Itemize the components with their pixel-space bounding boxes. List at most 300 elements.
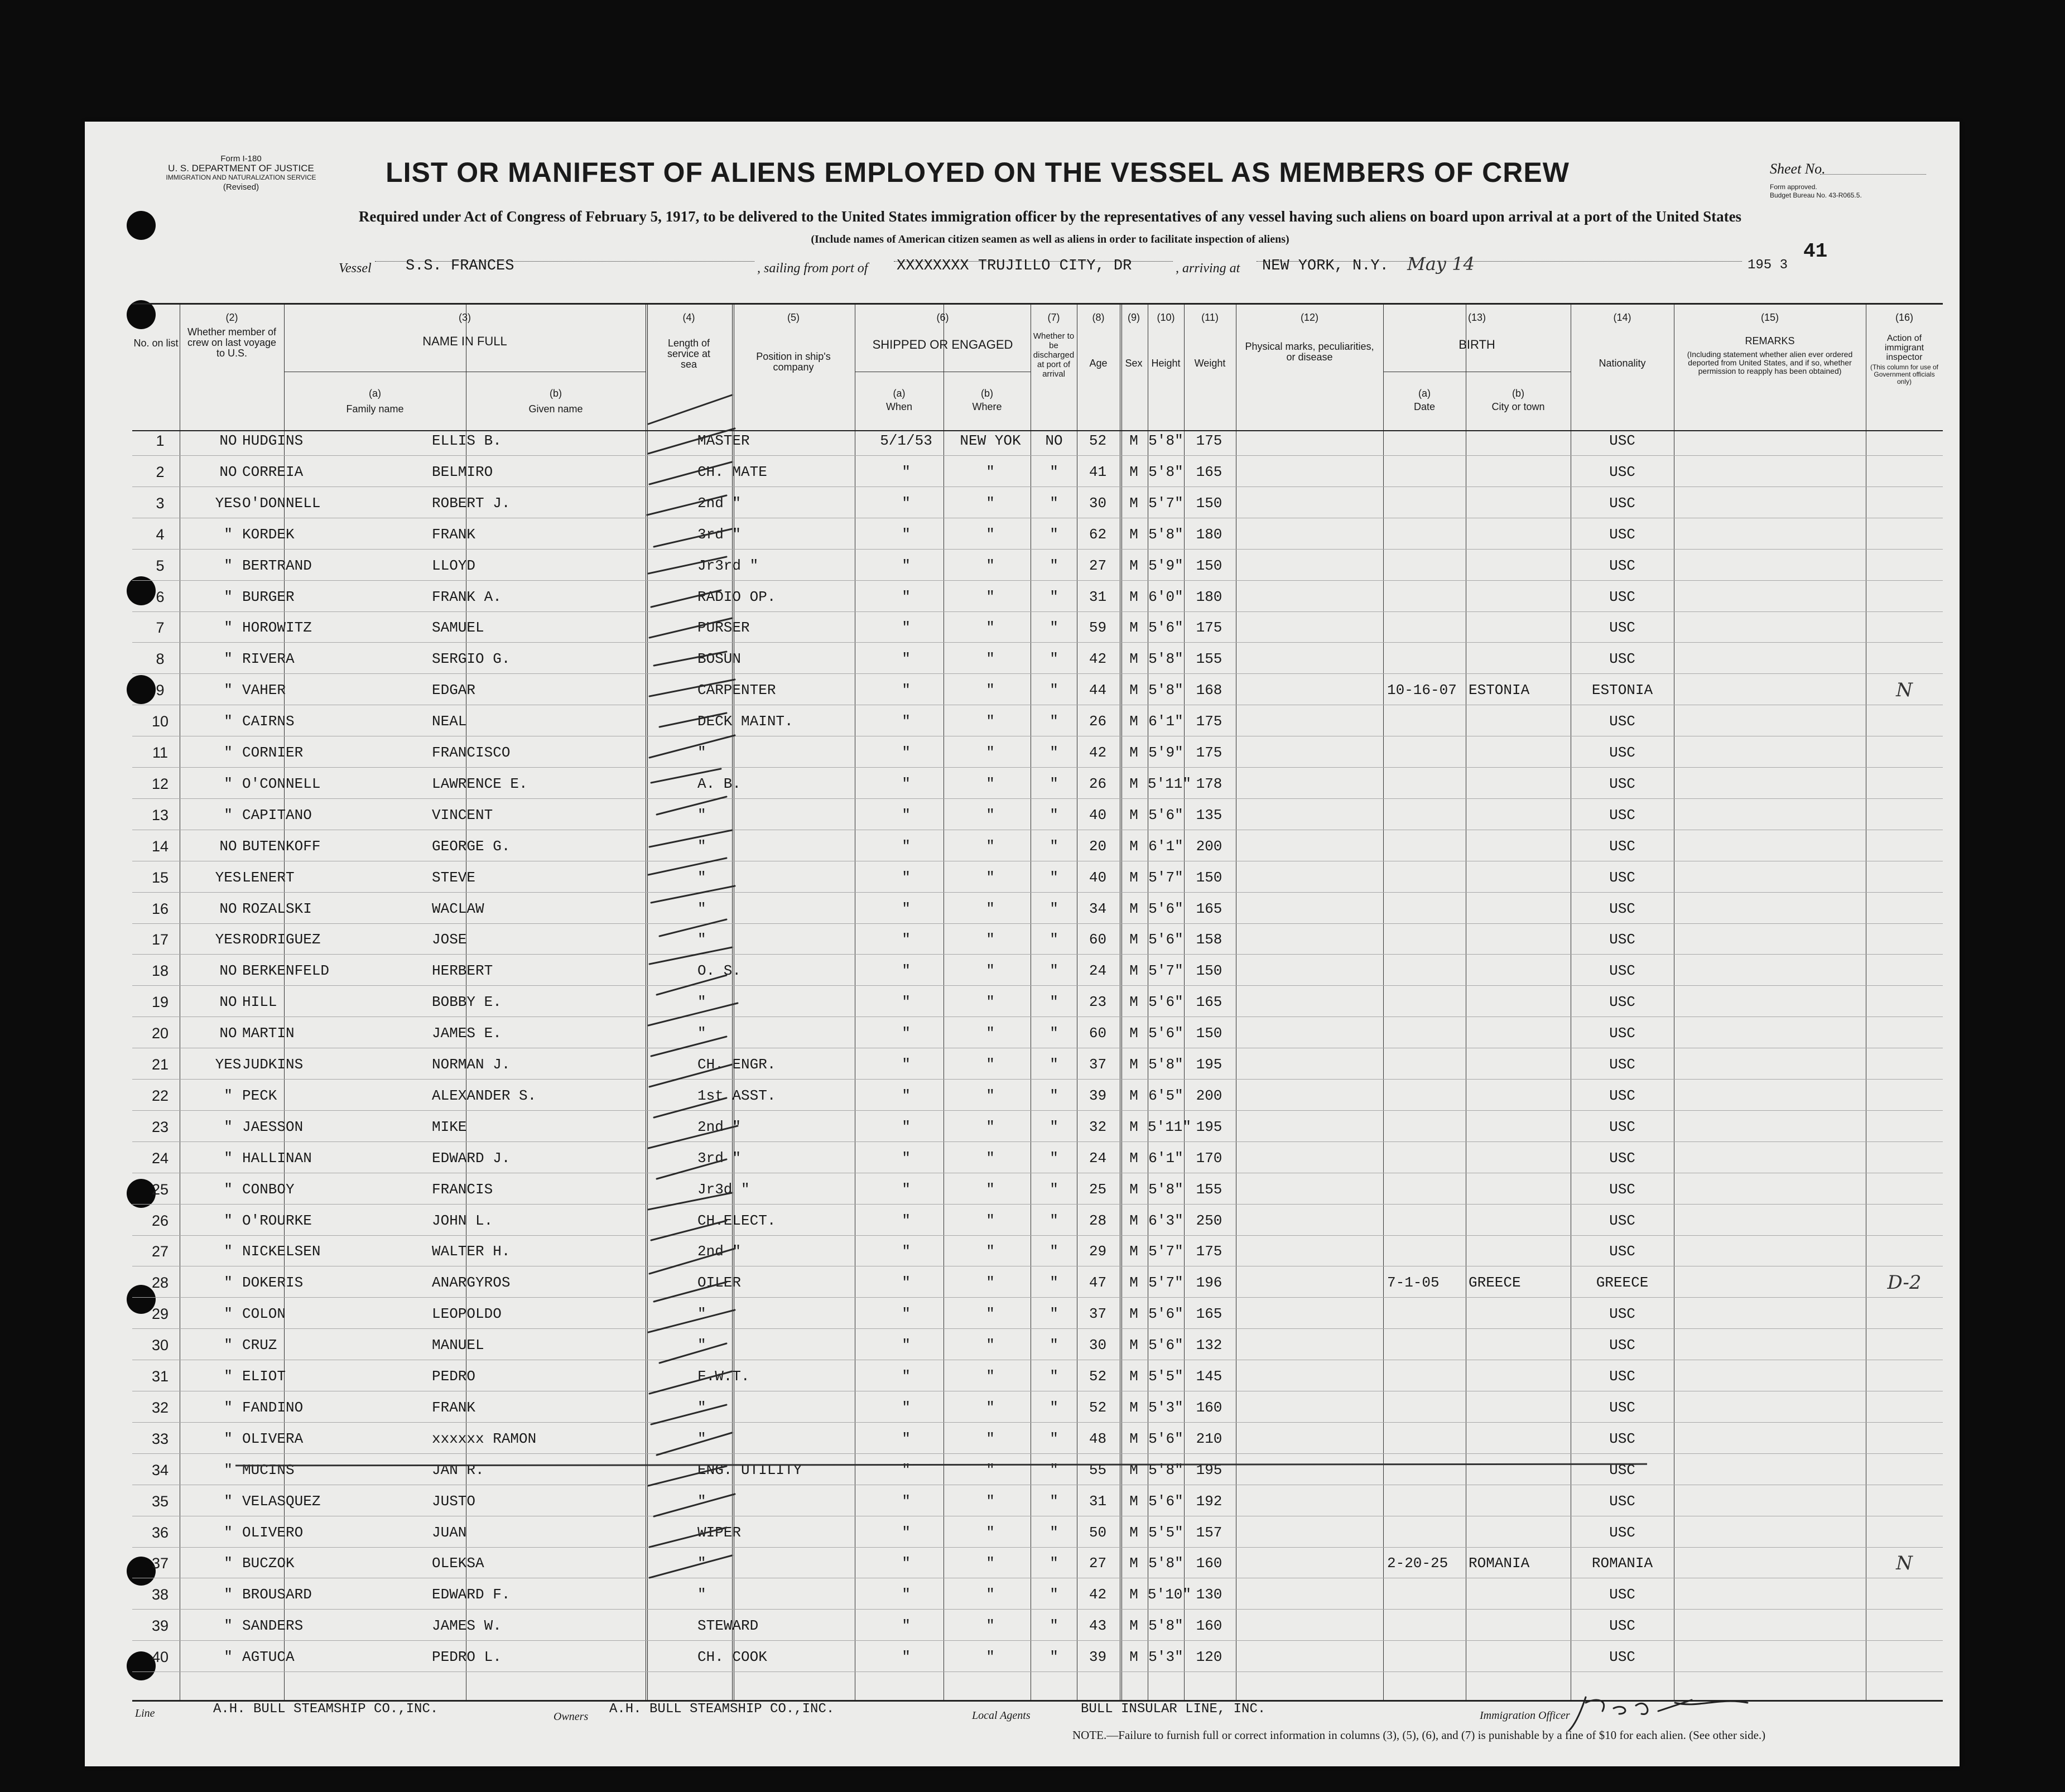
crew-cell-nat: USC [1609, 962, 1635, 980]
arrival-date-field[interactable]: May 14 [1407, 253, 1475, 274]
crew-cell-pos: 2nd " [697, 1243, 742, 1260]
crew-cell-family: VELASQUEZ [242, 1492, 321, 1510]
crew-cell-n: 16 [151, 900, 169, 917]
crew-cell-n: 2 [156, 463, 165, 480]
crew-cell-given: WALTER H. [432, 1243, 511, 1260]
crew-cell-when: " [902, 1617, 911, 1635]
crew-cell-age: 26 [1089, 713, 1107, 730]
crew-cell-n: 9 [156, 682, 165, 699]
crew-cell-sex: M [1129, 1181, 1138, 1198]
crew-cell-sex: M [1129, 1306, 1138, 1323]
row-rule [132, 642, 1943, 643]
punch-hole [127, 211, 156, 240]
crew-cell-wt: 155 [1196, 1181, 1222, 1198]
crew-cell-wt: 210 [1196, 1430, 1222, 1447]
crew-cell-wt: 150 [1196, 1025, 1222, 1042]
crew-cell-prev: " [224, 1306, 233, 1323]
crew-cell-disch: " [1050, 744, 1058, 761]
crew-cell-family: AGTUCA [242, 1649, 295, 1666]
crew-cell-ht: 5'8" [1148, 463, 1183, 480]
crew-cell-pos: " [697, 806, 706, 823]
crew-cell-age: 20 [1089, 837, 1107, 855]
crew-cell-bcity: ROMANIA [1469, 1555, 1530, 1572]
crew-cell-nat: USC [1609, 1118, 1635, 1135]
crew-cell-where: NEW YOK [960, 432, 1021, 449]
crew-cell-given: JUSTO [432, 1492, 476, 1510]
crew-cell-given: JOHN L. [432, 1212, 493, 1229]
crew-cell-given: FRANCIS [432, 1181, 493, 1198]
crew-cell-sex: M [1129, 619, 1138, 637]
crew-cell-wt: 165 [1196, 994, 1222, 1011]
header-height: Height [1151, 358, 1181, 369]
crew-cell-ht: 5'6" [1148, 900, 1183, 917]
crew-cell-prev: " [224, 682, 233, 699]
crew-cell-prev: " [224, 1243, 233, 1260]
vessel-line [85, 253, 1926, 283]
header-crew-last-voyage: Whether member of crew on last voyage to U.S. [187, 326, 277, 359]
row-rule [132, 1453, 1943, 1454]
crew-cell-ht: 5'9" [1148, 557, 1183, 574]
crew-cell-sex: M [1129, 588, 1138, 605]
row-rule [132, 1079, 1943, 1080]
crew-cell-wt: 150 [1196, 557, 1222, 574]
crew-cell-wt: 200 [1196, 1087, 1222, 1104]
crew-cell-n: 12 [151, 775, 169, 792]
row-rule [132, 580, 1943, 581]
crew-cell-prev: " [224, 1555, 233, 1572]
crew-cell-wt: 150 [1196, 494, 1222, 512]
header-length-of-service: Length of service at sea [667, 338, 711, 370]
crew-cell-age: 24 [1089, 1149, 1107, 1167]
header-family-name: Family name [346, 403, 404, 415]
crew-cell-given: FRANK A. [432, 588, 502, 605]
crew-cell-disch: " [1050, 557, 1058, 574]
crew-cell-when: " [902, 1586, 911, 1603]
crew-cell-age: 41 [1089, 463, 1107, 480]
crew-cell-pos: " [697, 1430, 706, 1447]
crew-cell-family: CRUZ [242, 1337, 277, 1354]
crew-cell-where: " [986, 806, 995, 823]
crew-cell-pos: PURSER [697, 619, 750, 637]
crew-cell-ht: 5'7" [1148, 869, 1183, 886]
crew-cell-action: D-2 [1887, 1271, 1922, 1294]
row-rule [132, 1141, 1943, 1142]
crew-cell-given: xxxxxx RAMON [432, 1430, 537, 1447]
crew-cell-disch: " [1050, 1649, 1058, 1666]
crew-cell-family: JAESSON [242, 1118, 304, 1135]
crew-cell-disch: " [1050, 1337, 1058, 1354]
crew-cell-n: 19 [151, 994, 169, 1011]
row-rule [132, 1671, 1943, 1672]
crew-cell-given: JOSE [432, 931, 467, 948]
row-rule [132, 673, 1943, 674]
crew-cell-where: " [986, 1649, 995, 1666]
crew-cell-sex: M [1129, 900, 1138, 917]
crew-cell-nat: USC [1609, 713, 1635, 730]
crew-cell-ht: 6'1" [1148, 837, 1183, 855]
crew-cell-n: 39 [151, 1617, 169, 1635]
crew-cell-where: " [986, 526, 995, 543]
crew-cell-family: MUCINS [242, 1461, 295, 1478]
crew-cell-when: " [902, 837, 911, 855]
crew-cell-where: " [986, 837, 995, 855]
crew-cell-age: 39 [1089, 1087, 1107, 1104]
crew-cell-prev: " [224, 1492, 233, 1510]
crew-cell-when: " [902, 1025, 911, 1042]
crew-cell-prev: NO [219, 994, 237, 1011]
crew-cell-sex: M [1129, 962, 1138, 980]
crew-cell-given: STEVE [432, 869, 476, 886]
crew-cell-pos: " [697, 931, 706, 948]
crew-cell-given: GEORGE G. [432, 837, 511, 855]
crew-cell-wt: 168 [1196, 682, 1222, 699]
crew-cell-disch: " [1050, 1056, 1058, 1073]
crew-cell-where: " [986, 1617, 995, 1635]
crew-cell-wt: 196 [1196, 1274, 1222, 1292]
crew-cell-prev: NO [219, 463, 237, 480]
crew-cell-action: N [1896, 1552, 1913, 1575]
crew-cell-ht: 5'5" [1148, 1524, 1183, 1541]
crew-cell-ht: 5'8" [1148, 526, 1183, 543]
crew-cell-age: 32 [1089, 1118, 1107, 1135]
crew-cell-age: 24 [1089, 962, 1107, 980]
crew-cell-wt: 155 [1196, 651, 1222, 668]
header-when: When [885, 401, 913, 412]
crew-cell-nat: ESTONIA [1591, 682, 1653, 699]
crew-cell-when: " [902, 557, 911, 574]
crew-cell-sex: M [1129, 713, 1138, 730]
crew-cell-pos: 2nd " [697, 1118, 742, 1135]
page-title: LIST OR MANIFEST OF ALIENS EMPLOYED ON THE VESSEL AS MEMBERS OF CREW [386, 157, 1570, 188]
crew-cell-nat: USC [1609, 619, 1635, 637]
crew-cell-given: FRANCISCO [432, 744, 511, 761]
crew-cell-family: PECK [242, 1087, 277, 1104]
crew-cell-pos: " [697, 744, 706, 761]
crew-cell-when: " [902, 1181, 911, 1198]
crew-cell-when: " [902, 463, 911, 480]
crew-cell-disch: " [1050, 962, 1058, 980]
crew-cell-family: BERTRAND [242, 557, 312, 574]
crew-cell-where: " [986, 1461, 995, 1478]
crew-cell-family: BUTENKOFF [242, 837, 321, 855]
header-inspector-action: Action of immigrant inspector [1884, 334, 1924, 362]
crew-cell-nat: USC [1609, 900, 1635, 917]
crew-cell-family: SANDERS [242, 1617, 304, 1635]
header-no-on-list: No. on list [133, 338, 179, 349]
crew-cell-n: 22 [151, 1087, 169, 1104]
crew-cell-given: EDWARD F. [432, 1586, 511, 1603]
crew-cell-sex: M [1129, 775, 1138, 792]
crew-cell-ht: 5'5" [1148, 1368, 1183, 1385]
crew-cell-sex: M [1129, 837, 1138, 855]
row-rule [132, 1110, 1943, 1111]
crew-cell-n: 26 [151, 1212, 169, 1229]
crew-cell-family: O'CONNELL [242, 775, 321, 792]
crew-cell-nat: USC [1609, 651, 1635, 668]
crew-cell-nat: USC [1609, 837, 1635, 855]
crew-cell-prev: " [224, 713, 233, 730]
crew-cell-nat: USC [1609, 557, 1635, 574]
crew-cell-disch: " [1050, 1243, 1058, 1260]
crew-cell-where: " [986, 682, 995, 699]
crew-cell-wt: 175 [1196, 1243, 1222, 1260]
crew-cell-when: 5/1/53 [880, 432, 932, 449]
crew-cell-n: 5 [156, 557, 165, 574]
crew-cell-family: ROZALSKI [242, 900, 312, 917]
crew-cell-age: 42 [1089, 744, 1107, 761]
crew-cell-nat: USC [1609, 432, 1635, 449]
header-birth: BIRTH [1459, 338, 1495, 351]
header-shipped-engaged: SHIPPED OR ENGAGED [872, 338, 1013, 351]
crew-cell-given: ROBERT J. [432, 494, 511, 512]
row-rule [132, 985, 1943, 986]
crew-cell-disch: " [1050, 1087, 1058, 1104]
crew-cell-pos: O. S. [697, 962, 742, 980]
crew-cell-when: " [902, 1555, 911, 1572]
crew-cell-age: 55 [1089, 1461, 1107, 1478]
crew-cell-when: " [902, 526, 911, 543]
crew-cell-where: " [986, 931, 995, 948]
crew-cell-when: " [902, 1243, 911, 1260]
crew-cell-when: " [902, 994, 911, 1011]
crew-cell-when: " [902, 1430, 911, 1447]
crew-cell-disch: " [1050, 619, 1058, 637]
crew-cell-when: " [902, 900, 911, 917]
header-remarks: REMARKS [1745, 335, 1795, 346]
crew-cell-sex: M [1129, 1399, 1138, 1416]
crew-cell-n: 31 [151, 1368, 169, 1385]
crew-cell-where: " [986, 619, 995, 637]
crew-cell-given: JAMES E. [432, 1025, 502, 1042]
crew-cell-given: NORMAN J. [432, 1056, 511, 1073]
crew-cell-wt: 150 [1196, 962, 1222, 980]
crew-cell-given: LAWRENCE E. [432, 775, 528, 792]
header-birth-city: City or town [1491, 401, 1545, 412]
crew-cell-bcity: GREECE [1469, 1274, 1521, 1292]
form-subnote: (Include names of American citizen seamen as well as aliens in order to facilitate inspection of aliens) [811, 233, 1289, 245]
crew-cell-pos: CARPENTER [697, 682, 776, 699]
crew-cell-where: " [986, 1306, 995, 1323]
crew-cell-given: ALEXANDER S. [432, 1087, 537, 1104]
crew-cell-prev: " [224, 744, 233, 761]
crew-cell-age: 52 [1089, 1399, 1107, 1416]
crew-cell-n: 11 [152, 744, 169, 761]
crew-cell-wt: 120 [1196, 1649, 1222, 1666]
header-physical-marks: Physical marks, peculiarities, or disease [1245, 341, 1374, 363]
crew-cell-n: 20 [151, 1025, 169, 1042]
row-rule [132, 1547, 1943, 1548]
crew-cell-n: 33 [151, 1430, 169, 1447]
sheet-no-field[interactable] [1820, 174, 1926, 175]
crew-cell-n: 21 [151, 1056, 169, 1073]
sailing-port-field[interactable]: XXXXXXXX TRUJILLO CITY, DR [897, 258, 1132, 274]
crew-cell-ht: 5'8" [1148, 682, 1183, 699]
crew-cell-ht: 5'8" [1148, 1617, 1183, 1635]
crew-cell-pos: A. B. [697, 775, 742, 792]
crew-cell-pos: " [697, 900, 706, 917]
crew-cell-action: N [1896, 679, 1913, 702]
crew-cell-pos: STEWARD [697, 1617, 759, 1635]
crew-cell-nat: ROMANIA [1591, 1555, 1653, 1572]
crew-cell-pos: WIPER [697, 1524, 742, 1541]
vessel-name-field[interactable]: S.S. FRANCES [406, 258, 514, 274]
crew-cell-nat: USC [1609, 526, 1635, 543]
crew-cell-family: LENERT [242, 869, 295, 886]
crew-cell-given: JAN R. [432, 1461, 484, 1478]
vessel-label: Vessel [339, 261, 372, 276]
crew-cell-sex: M [1129, 682, 1138, 699]
crew-cell-where: " [986, 1399, 995, 1416]
crew-cell-ht: 6'1" [1148, 1149, 1183, 1167]
crew-cell-when: " [902, 806, 911, 823]
crew-cell-pos: Jr3rd " [697, 557, 759, 574]
crew-cell-n: 10 [151, 713, 169, 730]
crew-cell-where: " [986, 1181, 995, 1198]
crew-cell-ht: 6'0" [1148, 588, 1183, 605]
crew-cell-ht: 5'6" [1148, 931, 1183, 948]
crew-cell-prev: " [224, 1181, 233, 1198]
crew-cell-sex: M [1129, 1649, 1138, 1666]
crew-cell-pos: CH.ELECT. [697, 1212, 776, 1229]
crew-cell-when: " [902, 1212, 911, 1229]
crew-cell-n: 25 [151, 1181, 169, 1198]
crew-cell-where: " [986, 1524, 995, 1541]
crew-cell-sex: M [1129, 931, 1138, 948]
crew-cell-wt: 200 [1196, 837, 1222, 855]
crew-cell-when: " [902, 1368, 911, 1385]
crew-cell-wt: 160 [1196, 1555, 1222, 1572]
crew-cell-age: 39 [1089, 1649, 1107, 1666]
crew-cell-n: 24 [151, 1149, 169, 1167]
crew-cell-nat: USC [1609, 1399, 1635, 1416]
crew-cell-age: 29 [1089, 1243, 1107, 1260]
crew-cell-bcity: ESTONIA [1469, 682, 1530, 699]
crew-cell-pos: RADIO OP. [697, 588, 776, 605]
crew-cell-pos: " [697, 1025, 706, 1042]
crew-cell-disch: NO [1045, 432, 1063, 449]
crew-cell-nat: USC [1609, 1492, 1635, 1510]
crew-cell-n: 32 [151, 1399, 169, 1416]
year-field[interactable]: 195 3 [1748, 258, 1788, 273]
row-rule [132, 892, 1943, 893]
local-agents-field[interactable]: BULL INSULAR LINE, INC. [1081, 1702, 1266, 1717]
crew-cell-sex: M [1129, 1368, 1138, 1385]
crew-cell-prev: " [224, 1118, 233, 1135]
crew-cell-when: " [902, 931, 911, 948]
crew-cell-where: " [986, 1212, 995, 1229]
crew-cell-ht: 5'10" [1148, 1586, 1192, 1603]
header-position: Position in ship's company [756, 351, 831, 373]
line-field[interactable]: A.H. BULL STEAMSHIP CO.,INC. [213, 1702, 439, 1717]
crew-cell-n: 34 [151, 1461, 169, 1478]
crew-cell-prev: " [224, 588, 233, 605]
crew-cell-prev: " [224, 775, 233, 792]
footer-note: NOTE.—Failure to furnish full or correct information in columns (3), (5), (6), and (7) is punishable by a fine of $10 for each alien. (See other side.) [1072, 1728, 1766, 1742]
crew-cell-prev: NO [219, 900, 237, 917]
crew-cell-wt: 175 [1196, 432, 1222, 449]
crew-cell-where: " [986, 1430, 995, 1447]
crew-cell-prev: YES [215, 931, 242, 948]
crew-cell-wt: 135 [1196, 806, 1222, 823]
crew-cell-age: 27 [1089, 557, 1107, 574]
crew-cell-nat: GREECE [1596, 1274, 1649, 1292]
crew-cell-age: 31 [1089, 588, 1107, 605]
row-rule [132, 486, 1943, 487]
crew-cell-given: FRANK [432, 526, 476, 543]
crew-cell-where: " [986, 1555, 995, 1572]
crew-cell-sex: M [1129, 1243, 1138, 1260]
header-sex: Sex [1125, 358, 1143, 369]
crew-cell-age: 62 [1089, 526, 1107, 543]
crew-cell-sex: M [1129, 526, 1138, 543]
crew-cell-when: " [902, 1492, 911, 1510]
crew-cell-sex: M [1129, 432, 1138, 449]
crew-cell-disch: " [1050, 1368, 1058, 1385]
crew-cell-nat: USC [1609, 1149, 1635, 1167]
crew-cell-when: " [902, 1056, 911, 1073]
crew-cell-family: HOROWITZ [242, 619, 312, 637]
crew-cell-pos: 2nd " [697, 494, 742, 512]
crew-cell-ht: 5'11" [1148, 1118, 1192, 1135]
crew-cell-family: JUDKINS [242, 1056, 304, 1073]
crew-cell-where: " [986, 994, 995, 1011]
header-nationality: Nationality [1599, 358, 1646, 369]
crew-cell-family: KORDEK [242, 526, 295, 543]
crew-cell-age: 44 [1089, 682, 1107, 699]
crew-cell-nat: USC [1609, 1337, 1635, 1354]
crew-cell-age: 48 [1089, 1430, 1107, 1447]
crew-cell-given: OLEKSA [432, 1555, 484, 1572]
crew-cell-where: " [986, 1087, 995, 1104]
crew-cell-nat: USC [1609, 1087, 1635, 1104]
crew-cell-ht: 5'9" [1148, 744, 1183, 761]
length-of-service-pen-marks [643, 389, 743, 1792]
header-age: Age [1089, 358, 1108, 369]
crew-cell-prev: " [224, 1649, 233, 1666]
crew-cell-wt: 175 [1196, 619, 1222, 637]
crew-cell-sex: M [1129, 651, 1138, 668]
row-rule [132, 954, 1943, 955]
crew-cell-disch: " [1050, 837, 1058, 855]
crew-cell-ht: 5'7" [1148, 962, 1183, 980]
crew-cell-given: SAMUEL [432, 619, 484, 637]
owners-field[interactable]: A.H. BULL STEAMSHIP CO.,INC. [609, 1702, 835, 1717]
crew-cell-prev: " [224, 1586, 233, 1603]
crew-cell-ht: 6'1" [1148, 713, 1183, 730]
crew-cell-where: " [986, 1149, 995, 1167]
crew-cell-pos: 1st ASST. [697, 1087, 776, 1104]
crew-cell-n: 36 [151, 1524, 169, 1541]
sheet-no-label: Sheet No. [1770, 161, 1954, 177]
arrival-port-field[interactable]: NEW YORK, N.Y. [1262, 258, 1389, 274]
crew-cell-n: 4 [156, 526, 165, 543]
crew-cell-family: RIVERA [242, 651, 295, 668]
row-rule [132, 1297, 1943, 1298]
crew-cell-age: 40 [1089, 869, 1107, 886]
crew-cell-age: 59 [1089, 619, 1107, 637]
crew-cell-given: EDWARD J. [432, 1149, 511, 1167]
crew-cell-disch: " [1050, 1461, 1058, 1478]
crew-cell-n: 1 [156, 432, 165, 449]
sheet-number: 41 [1803, 240, 1828, 263]
crew-cell-given: VINCENT [432, 806, 493, 823]
crew-cell-when: " [902, 1306, 911, 1323]
header-given-name: Given name [528, 403, 583, 415]
crew-cell-pos: " [697, 994, 706, 1011]
crew-cell-family: CAIRNS [242, 713, 295, 730]
crew-cell-nat: USC [1609, 1649, 1635, 1666]
crew-cell-n: 38 [151, 1586, 169, 1603]
